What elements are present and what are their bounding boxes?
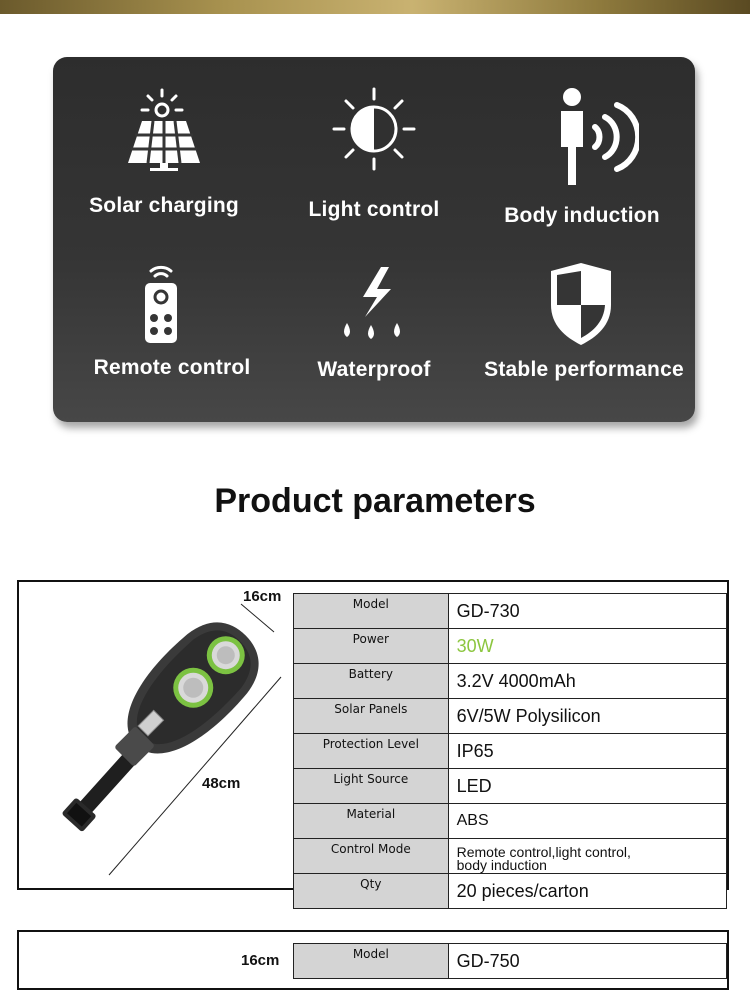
- spec-table: [293, 943, 727, 979]
- shield-icon: [549, 261, 613, 347]
- spec-key: Light Source: [294, 769, 449, 804]
- top-banner-strip: [0, 0, 750, 14]
- spec-value: LED: [448, 769, 726, 804]
- table-row: [294, 769, 727, 804]
- table-row: [294, 629, 727, 664]
- spec-key: Material: [294, 804, 449, 839]
- spec-key: Model: [294, 594, 449, 629]
- table-row: [294, 944, 727, 979]
- dimension-width-label: 16cm: [243, 588, 282, 605]
- body-induction-icon: [555, 87, 639, 187]
- light-control-icon: [330, 85, 418, 173]
- feature-panel: [53, 57, 695, 422]
- table-row: [294, 839, 727, 874]
- spec-value: GD-750: [448, 944, 726, 979]
- feature-label: Stable performance: [484, 358, 684, 381]
- spec-table: [293, 593, 727, 909]
- spec-key: Protection Level: [294, 734, 449, 769]
- spec-value: 20 pieces/carton: [448, 874, 726, 909]
- feature-light-control: [267, 57, 481, 237]
- spec-key: Model: [294, 944, 449, 979]
- spec-card-gd-750: [17, 930, 729, 990]
- feature-body-induction: [475, 57, 689, 237]
- feature-remote-control: [65, 237, 279, 417]
- spec-value: 6V/5W Polysilicon: [448, 699, 726, 734]
- feature-label: Solar charging: [89, 194, 239, 217]
- dimension-length-label: 48cm: [202, 775, 241, 792]
- feature-label: Body induction: [504, 204, 660, 227]
- feature-solar-charging: [57, 57, 271, 237]
- waterproof-icon: [335, 265, 411, 341]
- table-row: [294, 664, 727, 699]
- spec-value: ABS: [448, 804, 726, 839]
- solar-panel-icon: [126, 85, 208, 173]
- remote-control-icon: [141, 263, 181, 345]
- table-row: [294, 699, 727, 734]
- feature-label: Waterproof: [317, 358, 431, 381]
- street-lamp-image: [19, 582, 299, 888]
- table-row: [294, 804, 727, 839]
- table-row: [294, 734, 727, 769]
- spec-value: Remote control,light control, body induction: [448, 839, 726, 874]
- spec-value: GD-730: [448, 594, 726, 629]
- spec-key: Control Mode: [294, 839, 449, 874]
- spec-value: IP65: [448, 734, 726, 769]
- spec-value: 3.2V 4000mAh: [448, 664, 726, 699]
- feature-stable-performance: [477, 237, 691, 417]
- table-row: [294, 874, 727, 909]
- spec-key: Battery: [294, 664, 449, 699]
- spec-card-gd-730: [17, 580, 729, 901]
- dimension-width-label: 16cm: [241, 952, 280, 969]
- feature-waterproof: [267, 237, 481, 417]
- spec-key: Solar Panels: [294, 699, 449, 734]
- spec-key: Qty: [294, 874, 449, 909]
- feature-label: Light control: [308, 198, 440, 221]
- spec-key: Power: [294, 629, 449, 664]
- section-title: Product parameters: [214, 482, 536, 520]
- feature-label: Remote control: [93, 356, 251, 379]
- spec-value: 30W: [448, 629, 726, 664]
- table-row: [294, 594, 727, 629]
